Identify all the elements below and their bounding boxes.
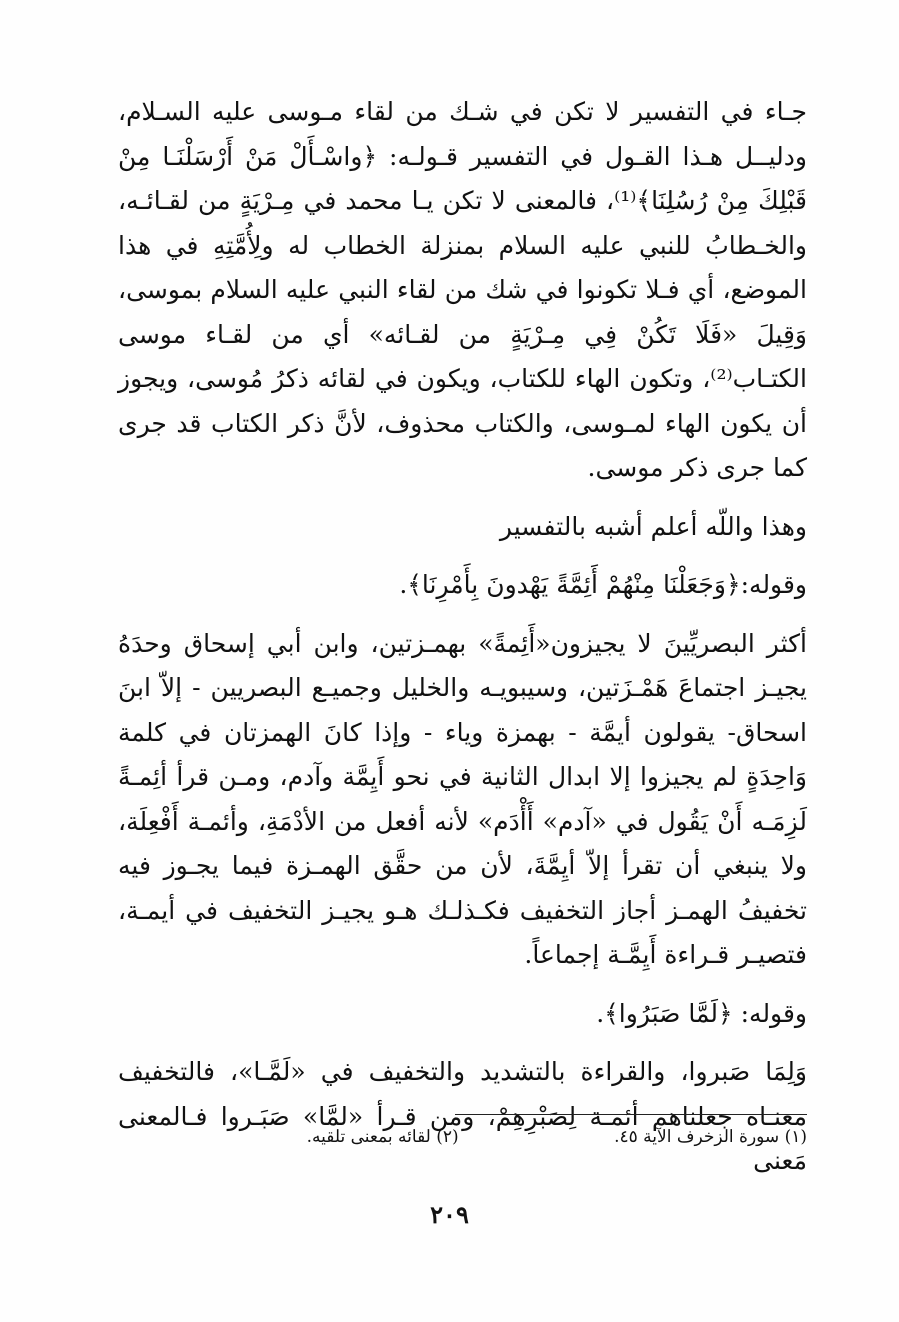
paragraph-3: وقوله:﴿وَجَعَلْنَا مِنْهُمْ أَئِمَّةً يَهْدونَ بِأَمْرِنَا﴾.: [399, 570, 807, 599]
footnote-1: (١) سورة الزخرف الآية ٤٥.: [614, 1127, 807, 1147]
main-text: [118, 90, 807, 1184]
paragraph-1: جـاء في التفسير لا تكن في شـك من لقاء مـوسى عليه السـلام، ودليــل هـذا القـول في التفسير قـولـه: ﴿واسْـأَلْ مَنْ أَرْسَلْنَـا مِنْ قَبْلِكَ مِنْ رُسُلِنَا﴾⁽¹⁾، فالمعنى لا تكن يـا محمد في مِـرْيَةٍ من لقـائـه، والخـطابُ للنبي عليه السلام بمنزلة الخطاب له ولِأُمَّتِهِ في هذا الموضع، أي فـلا تكونوا في شك من لقاء النبي عليه السلام بموسى، وَقِيلَ «فَلَا تَكُنْ فِي مِـرْيَةٍ من لقـائه» أي من لقـاء موسى الكتـاب⁽²⁾، وتكون الهاء للكتاب، ويكون في لقائه ذكرُ مُوسى، ويجوز أن يكون الهاء لمـوسى، والكتاب محذوف، لأنَّ ذكر الكتاب قد جرى كما جرى ذكر موسى.: [118, 97, 807, 482]
paragraph-4: أكثر البصريِّينَ لا يجيزون«أَئِمةً» بهمـزتين، وابن أبي إسحاق وحدَهُ يجيـز اجتماعَ هَمْـزَتين، وسيبويـه والخليل وجميـع البصريين - إلاّ ابنَ اسحاق- يقولون أيمَّة - بهمزة وياء - وإذا كانَ الهمزتان في كلمة وَاحِدَةٍ لم يجيزوا إلا ابدال الثانية في نحو أَيِمَّة وآدم، ومـن قرأ أئِمـةً لَزِمَـه أَنْ يَقُول في «آدم» أَأْدَم» لأنه أفعل من الأدْمَةِ، وأئمـة أَفْعِلَة، ولا ينبغي أن تقرأ إلاّ أيِمَّةَ، لأن من حقَّق الهمـزة فيما يجـوز فيه تخفيفُ الهمـز أجاز التخفيف فكـذلـك هـو يجيـز التخفيف في أيمـة، فتصيـر قـراءة أَيِمَّـة إجماعاً.: [118, 628, 807, 969]
footnotes: [118, 1124, 807, 1150]
footnote-2: (٢) لقائه بمعنى تلقيه.: [306, 1127, 459, 1147]
paragraph-6: وَلِمَا صَبروا، والقراءة بالتشديد والتخفيف في «لَمَّـا»، فالتخفيف معنـاه جعلناهم أئمـة لِصَبْرِهِمْ، ومن قـرأ «لمَّا» صَبَـروا فـالمعنى مَعنى: [118, 1057, 807, 1175]
page-number: ٢٠٩: [430, 1200, 469, 1229]
footnote-divider: [455, 1114, 807, 1115]
paragraph-5: وقوله: ﴿لَمَّا صَبَرُوا﴾.: [596, 998, 807, 1028]
paragraph-2: وهذا واللّه أعلم أشبه بالتفسير: [499, 511, 807, 541]
